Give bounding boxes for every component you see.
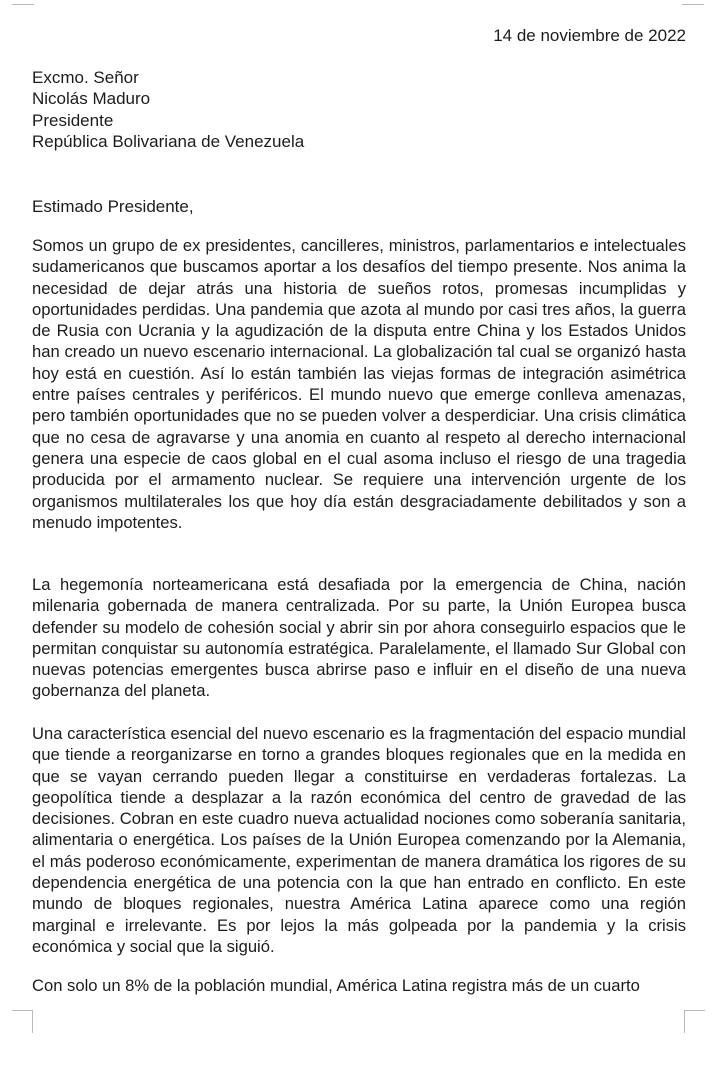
page-corner-top-right [682, 0, 704, 5]
addressee-block [32, 67, 304, 152]
body-paragraph: La hegemonía norteamericana está desafiada por la emergencia de China, nación milenaria gobernada de manera centralizada. Por su parte, la Unión Europea busca defender su modelo de cohesión social y abrir sin por ahora conseguirlo espacios que le permitan conquistar su autonomía estratégica. Paralelamente, el llamado Sur Global con nuevas potencias emergentes busca abrirse paso e influir en el diseño de una nueva gobernanza del planeta. [32, 575, 686, 701]
addressee-line: Nicolás Maduro [32, 89, 151, 109]
salutation: Estimado Presidente, [32, 197, 194, 216]
letter-date: 14 de noviembre de 2022 [493, 26, 686, 45]
body-paragraph: Una característica esencial del nuevo escenario es la fragmentación del espacio mundial que tiende a reorganizarse en torno a grandes bloques regionales que en la medida en que se vayan cerrando pueden llegar a constituirse en verdaderas fortalezas. La geopolítica tiende a desplazar a la razón económica del centro de gravedad de las decisiones. Cobran en este cuadro nueva actualidad nociones como soberanía sanitaria, alimentaria o energética. Los países de la Unión Europea comenzando por la Alemania, el más poderoso económicamente, experimentan de manera dramática los rigores de su dependencia energética de una potencia con la que han entrado en conflicto. En este mundo de bloques regionales, nuestra América Latina aparece como una región marginal e irrelevante. Es por lejos la más golpeada por la pandemia y la crisis económica y social que la siguió. [32, 724, 686, 956]
addressee-line: Excmo. Señor [32, 68, 139, 87]
page-corner-bottom-right [684, 1010, 705, 1033]
addressee-line: República Bolivariana de Venezuela [32, 131, 305, 151]
page-corner-bottom-left [12, 1010, 33, 1033]
body-paragraph: Somos un grupo de ex presidentes, cancilleres, ministros, parlamentarios e intelectuales sudamericanos que buscamos aportar a los desafíos del tiempo presente. Nos anima la necesidad de dejar atrás una historia de sueños rotos, promesas incumplidas y oportunidades perdidas. Una pandemia que azota al mundo por casi tres años, la guerra de Rusia con Ucrania y la agudización de la disputa entre China y los Estados Unidos han creado un nuevo escenario internacional. La globalización tal cual se organizó hasta hoy está en cuestión. Así lo están también las viejas formas de integración asimétrica entre países centrales y periféricos. El mundo nuevo que emerge conlleva amenazas, pero también oportunidades que no se pueden volver a desperdiciar. Una crisis climática que no cesa de agravarse y una anomia en cuanto al respeto al derecho internacional genera una especie de caos global en el cual asoma incluso el riesgo de una tragedia producida por el armamento nuclear. Se requiere una intervención urgente de los organismos multilaterales los que hoy día están desgraciadamente debilitados y son a menudo impotentes. [32, 236, 686, 532]
page-corner-top-left [12, 0, 34, 5]
addressee-line: Presidente [32, 110, 114, 130]
body-paragraph: Con solo un 8% de la población mundial, América Latina registra más de un cuarto [32, 976, 640, 995]
